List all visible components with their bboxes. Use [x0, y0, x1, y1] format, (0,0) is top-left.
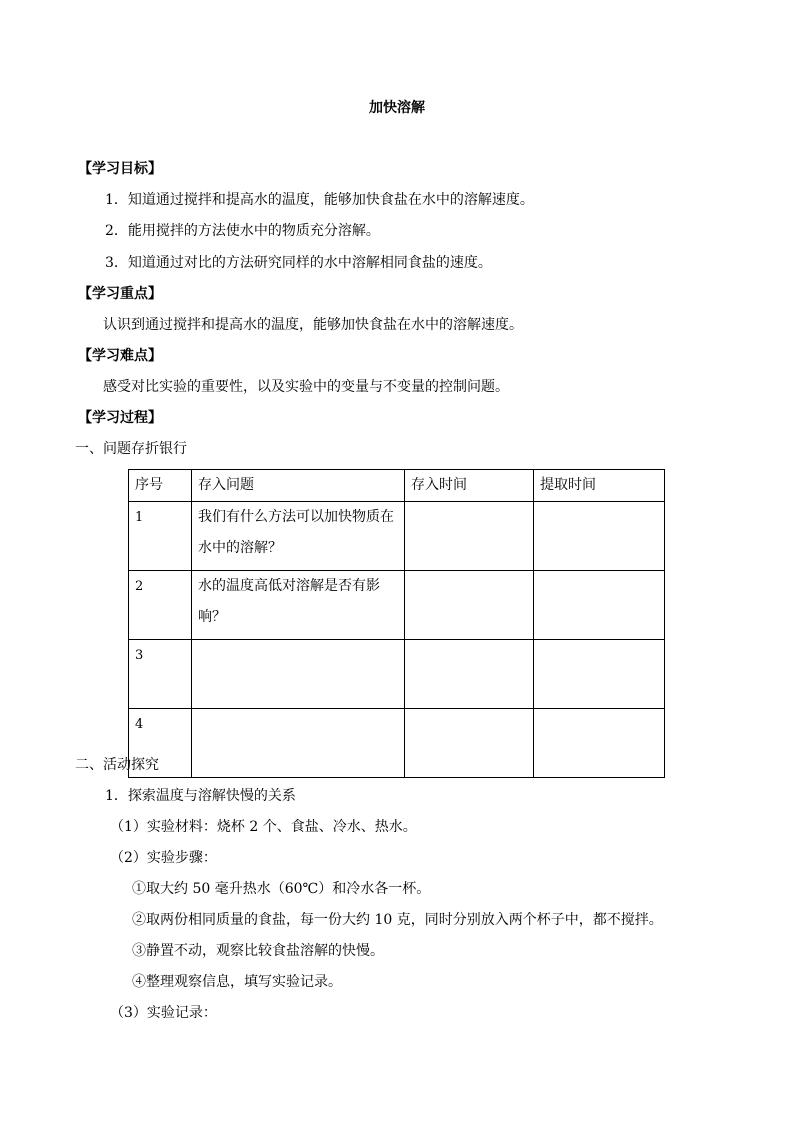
activity1-title: 1．探索温度与溶解快慢的关系	[105, 788, 296, 804]
header-cell-number: 序号	[129, 470, 192, 502]
section1-title: 一、问题存折银行	[75, 441, 187, 457]
header-cell-deposit-time: 存入时间	[405, 470, 534, 502]
table-row	[129, 640, 665, 709]
table-row	[129, 571, 665, 640]
cell-deposit-time[interactable]	[405, 640, 534, 709]
objectives-heading: 【学习目标】	[78, 161, 162, 177]
cell-number: 3	[129, 640, 192, 709]
cell-deposit-time[interactable]	[405, 709, 534, 778]
materials-text: （1）实验材料：烧杯 2 个、食盐、冷水、热水。	[110, 819, 417, 835]
steps-title: （2）实验步骤：	[110, 850, 217, 866]
process-heading: 【学习过程】	[78, 410, 162, 426]
cell-withdraw-time[interactable]	[534, 502, 665, 571]
step-item: ②取两份相同质量的食盐，每一份大约 10 克，同时分别放入两个杯子中，都不搅拌。	[132, 912, 663, 928]
section2-title: 二、活动探究	[75, 757, 159, 773]
cell-question[interactable]	[192, 709, 405, 778]
cell-withdraw-time[interactable]	[534, 571, 665, 640]
header-cell-question: 存入问题	[192, 470, 405, 502]
table-row	[129, 502, 665, 571]
step-item: ③静置不动，观察比较食盐溶解的快慢。	[132, 943, 384, 959]
step-item: ①取大约 50 毫升热水（60℃）和冷水各一杯。	[132, 881, 431, 897]
cell-number: 4	[129, 709, 192, 778]
cell-number: 1	[129, 502, 192, 571]
cell-question[interactable]	[192, 640, 405, 709]
difficulties-text: 感受对比实验的重要性，以及实验中的变量与不变量的控制问题。	[103, 379, 509, 395]
document-title: 加快溶解	[369, 100, 425, 116]
cell-withdraw-time[interactable]	[534, 640, 665, 709]
table-header-row	[129, 470, 665, 502]
cell-question: 我们有什么方法可以加快物质在水中的溶解？	[192, 502, 405, 571]
question-bank-table	[128, 469, 665, 778]
cell-number: 2	[129, 571, 192, 640]
keypoints-text: 认识到通过搅拌和提高水的温度，能够加快食盐在水中的溶解速度。	[103, 317, 523, 333]
header-cell-withdraw-time: 提取时间	[534, 470, 665, 502]
keypoints-heading: 【学习重点】	[78, 286, 162, 302]
cell-deposit-time[interactable]	[405, 502, 534, 571]
step-item: ④整理观察信息，填写实验记录。	[132, 974, 342, 990]
table-row	[129, 709, 665, 778]
record-title: （3）实验记录：	[110, 1005, 217, 1021]
cell-deposit-time[interactable]	[405, 571, 534, 640]
cell-withdraw-time[interactable]	[534, 709, 665, 778]
difficulties-heading: 【学习难点】	[78, 348, 162, 364]
objective-item: 3．知道通过对比的方法研究同样的水中溶解相同食盐的速度。	[105, 255, 492, 271]
cell-question: 水的温度高低对溶解是否有影响？	[192, 571, 405, 640]
objective-item: 2．能用搅拌的方法使水中的物质充分溶解。	[105, 223, 380, 239]
objective-item: 1．知道通过搅拌和提高水的温度，能够加快食盐在水中的溶解速度。	[105, 192, 534, 208]
